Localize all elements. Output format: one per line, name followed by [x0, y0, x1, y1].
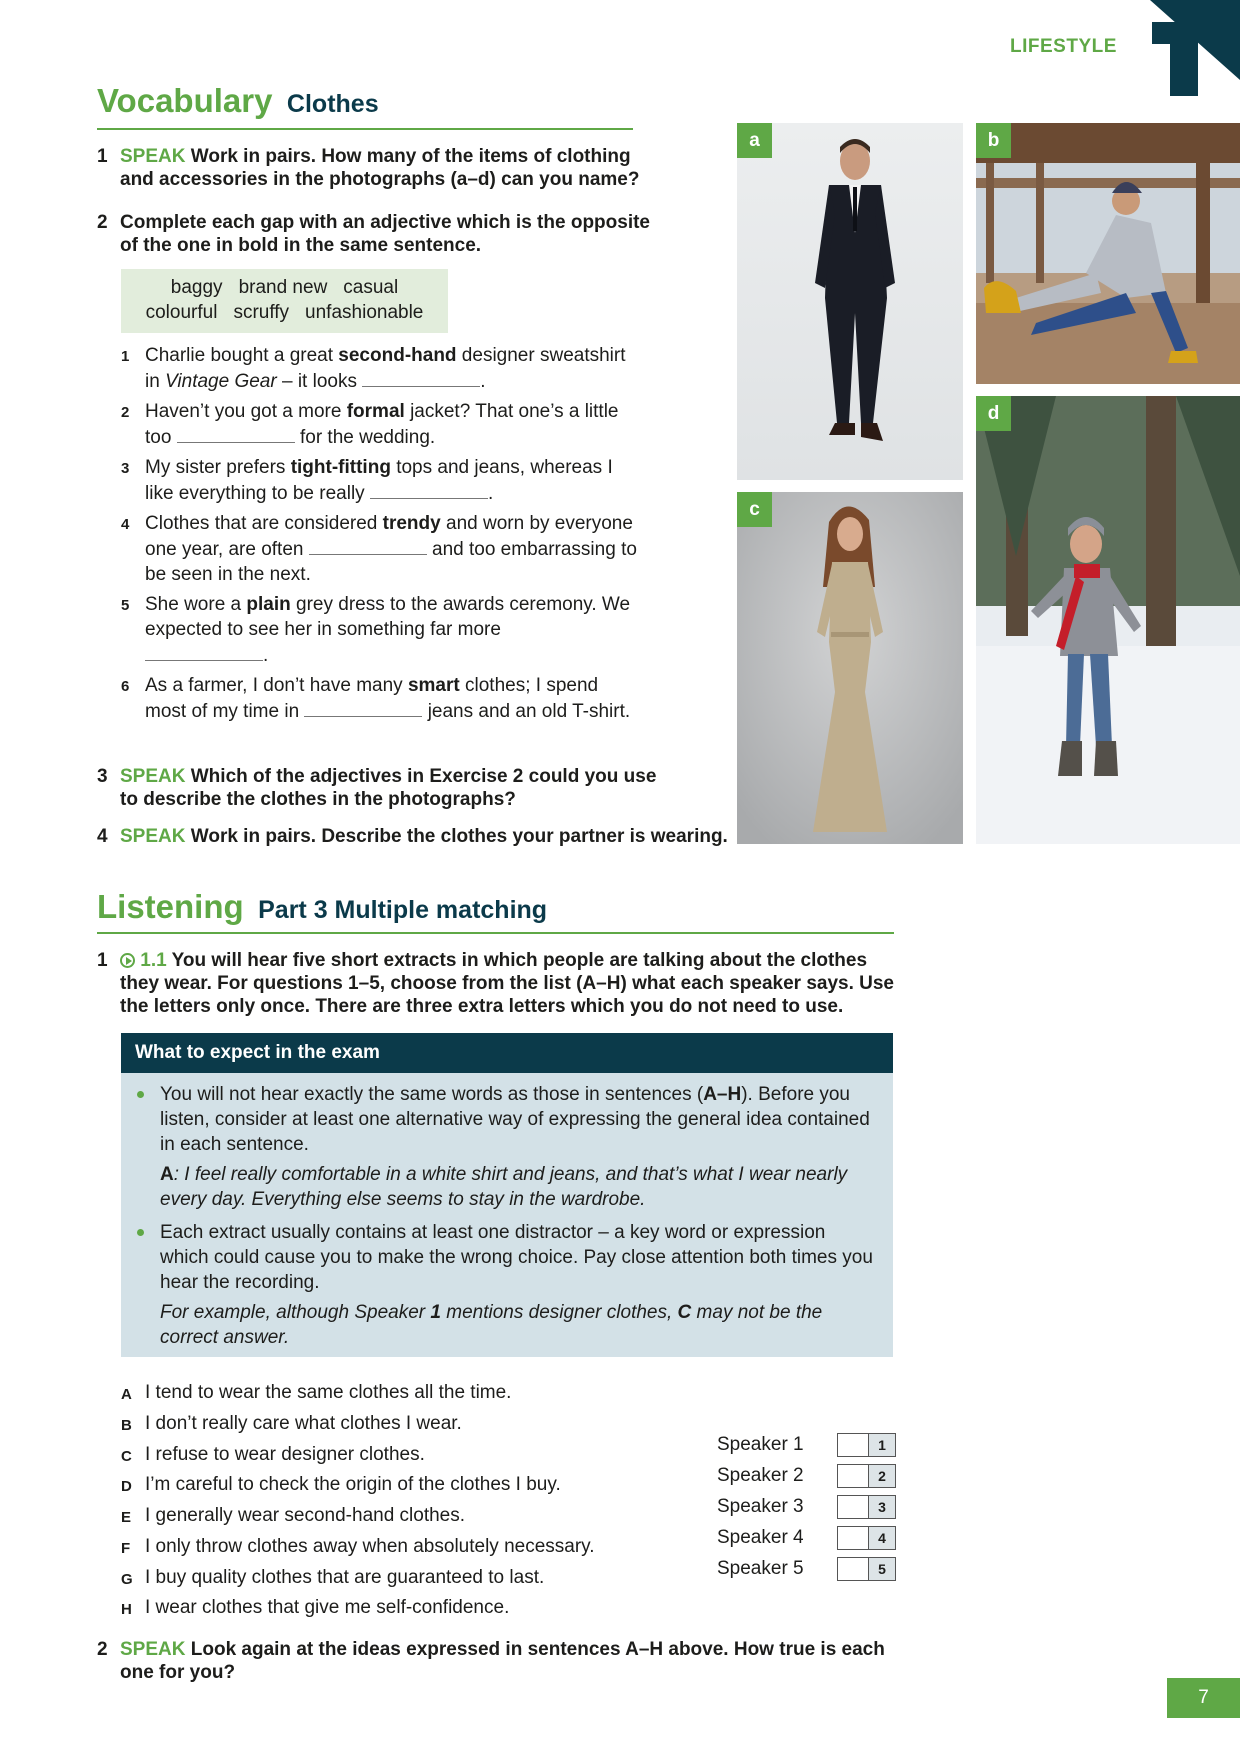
exam-tip-1 [137, 1082, 877, 1212]
item-number: 1 [121, 348, 130, 365]
gap-fill-item [121, 511, 641, 587]
item-text: My sister prefers [145, 457, 291, 478]
exercise-2 [97, 211, 657, 257]
section-subtitle: Clothes [286, 90, 379, 118]
option-letter: F [121, 1540, 131, 1557]
option-letter: B [121, 1417, 132, 1434]
listening-exercise-2 [97, 1638, 897, 1684]
question-number: 5 [868, 1558, 895, 1580]
question-number: 3 [868, 1496, 895, 1518]
exercise-1 [97, 145, 657, 191]
item-text: designer sweatshirt in [145, 345, 626, 392]
item-text: As a farmer, I don’t have many [145, 675, 408, 696]
photo-label: b [976, 123, 1011, 158]
option-item [121, 1565, 681, 1590]
option-letter: G [121, 1571, 133, 1588]
gap-fill-item [121, 592, 641, 668]
speak-label: SPEAK [120, 826, 186, 847]
item-text: She wore a [145, 594, 247, 615]
unit-number-graphic [1150, 0, 1240, 96]
exercise-4 [97, 825, 737, 848]
exercise-number: 4 [97, 826, 108, 847]
exercise-text: Complete each gap with an adjective which is the opposite of the one in bold in the same sentence. [120, 212, 650, 256]
photo-label: a [737, 123, 772, 158]
word-box [121, 269, 448, 333]
man-stretching-image [976, 123, 1240, 384]
bullet-icon [137, 1229, 144, 1236]
item-number: 2 [121, 404, 130, 421]
option-text: I wear clothes that give me self-confidence. [145, 1597, 510, 1618]
item-text: clothes; I spend most of my time in [145, 675, 599, 722]
gap-fill-item [121, 343, 641, 394]
exercise-number: 2 [97, 212, 108, 233]
photo-c-woman-in-gown [737, 492, 963, 844]
speaker-answer-box[interactable] [837, 1495, 896, 1519]
answer-gap[interactable] [362, 368, 480, 387]
audio-play-icon[interactable] [120, 953, 135, 968]
word: colourful [145, 302, 218, 323]
exercise-text: Work in pairs. How many of the items of clothing and accessories in the photographs (a–d) can you name? [120, 146, 640, 190]
item-bold-word: tight-fitting [290, 457, 391, 478]
tip-text: Each extract usually contains at least one distractor – a key word or expression which could cause you to make the wrong choice. Pay close attention both times you hear the recording. [160, 1222, 873, 1293]
item-bold-word: formal [346, 401, 405, 422]
question-number: 2 [868, 1465, 895, 1487]
speak-label: SPEAK [120, 766, 186, 787]
word: scruffy [233, 302, 290, 323]
item-number: 5 [121, 597, 130, 614]
exercise-text: You will hear five short extracts in which people are talking about the clothes they wear. For questions 1–5, choose from the list (A–H) what each speaker says. Use the letters only once. There are three extra letters which you do not need to use. [120, 950, 894, 1017]
speaker-label: Speaker 2 [717, 1465, 804, 1486]
exercise-text: Look again at the ideas expressed in sentences A–H above. How true is each one for you? [120, 1639, 885, 1683]
tip-bold: A–H [703, 1084, 742, 1105]
speaker-label: Speaker 3 [717, 1496, 804, 1517]
photo-a-man-in-suit [737, 123, 963, 480]
question-number: 4 [868, 1527, 895, 1549]
word: brand new [238, 277, 328, 298]
answer-gap[interactable] [304, 698, 422, 717]
photo-label: c [737, 492, 772, 527]
gap-fill-item [121, 673, 641, 724]
option-text: I refuse to wear designer clothes. [145, 1444, 425, 1465]
answer-gap[interactable] [370, 480, 488, 499]
section-rule [97, 128, 633, 130]
example-text: mentions designer clothes, [440, 1302, 678, 1323]
speaker-answer-box[interactable] [837, 1526, 896, 1550]
option-text: I don’t really care what clothes I wear. [145, 1413, 462, 1434]
photo-d-woman-in-snow [976, 396, 1240, 844]
section-subtitle: Part 3 Multiple matching [258, 896, 548, 924]
item-bold-word: plain [246, 594, 291, 615]
option-letter: D [121, 1478, 132, 1495]
item-bold-word: smart [407, 675, 460, 696]
item-number: 4 [121, 516, 130, 533]
listening-exercise-1 [97, 949, 897, 1018]
item-text: – it looks [276, 371, 363, 392]
woman-in-gown-image [737, 492, 963, 844]
item-text: jeans and an old T-shirt. [422, 701, 631, 722]
speaker-answer-box[interactable] [837, 1433, 896, 1457]
example-text: : I feel really comfortable in a white shirt and jeans, and that’s what I wear nearly every day. Everything else seems to stay in the wardrobe. [160, 1164, 848, 1210]
item-text: grey dress to the awards ceremony. We expected to see her in something far more [145, 594, 631, 640]
exercise-text: Which of the adjectives in Exercise 2 could you use to describe the clothes in the photographs? [120, 766, 657, 810]
speak-label: SPEAK [120, 146, 186, 167]
item-italic: Vintage Gear [165, 371, 277, 392]
option-item [121, 1503, 681, 1528]
word: baggy [170, 277, 223, 298]
vocabulary-heading [97, 82, 379, 120]
item-text: Clothes that are considered [145, 513, 383, 534]
speak-label: SPEAK [120, 1639, 186, 1660]
speaker-label: Speaker 4 [717, 1527, 804, 1548]
option-item [121, 1442, 681, 1467]
example-bold: C [677, 1302, 692, 1323]
bullet-icon [137, 1091, 144, 1098]
exercise-number: 1 [97, 146, 108, 167]
answer-gap[interactable] [145, 642, 263, 661]
listening-heading [97, 888, 547, 926]
option-text: I generally wear second-hand clothes. [145, 1505, 466, 1526]
section-title: Listening [97, 888, 244, 925]
gap-fill-item [121, 399, 641, 450]
option-letter: E [121, 1509, 132, 1526]
option-letter: H [121, 1601, 132, 1618]
example-bold: 1 [430, 1302, 441, 1323]
option-item [121, 1595, 681, 1620]
item-number: 6 [121, 678, 130, 695]
option-text: I buy quality clothes that are guaranteed to last. [145, 1567, 545, 1588]
option-letter: C [121, 1448, 132, 1465]
exercise-3 [97, 765, 657, 811]
exam-tip-2 [137, 1220, 877, 1350]
item-text: for the wedding. [294, 427, 436, 448]
speaker-answer-box[interactable] [837, 1557, 896, 1581]
option-text: I only throw clothes away when absolutely necessary. [145, 1536, 595, 1557]
audio-track-number: 1.1 [140, 950, 167, 971]
exercise-number: 1 [97, 950, 108, 971]
item-text: and too embarrassing to be seen in the next. [145, 539, 637, 585]
example-label: A [160, 1164, 174, 1185]
option-text: I tend to wear the same clothes all the time. [145, 1382, 512, 1403]
exercise-number: 3 [97, 766, 108, 787]
item-text: . [480, 371, 486, 392]
word: casual [343, 277, 399, 298]
tip-text: You will not hear exactly the same words as those in sentences ( [160, 1084, 704, 1105]
option-item [121, 1411, 681, 1436]
item-text: . [263, 645, 269, 666]
photo-b-man-stretching [976, 123, 1240, 384]
answer-gap[interactable] [309, 536, 427, 555]
exercise-number: 2 [97, 1639, 108, 1660]
man-in-suit-image [737, 123, 963, 480]
item-text: tops and jeans, whereas I like everything to be really [145, 457, 613, 504]
question-number: 1 [868, 1434, 895, 1456]
word: unfashionable [305, 302, 424, 323]
option-item [121, 1472, 681, 1497]
section-rule [97, 932, 894, 934]
item-text: and worn by everyone one year, are often [145, 513, 633, 560]
speaker-label: Speaker 1 [717, 1434, 804, 1455]
item-text: jacket? That one’s a little too [145, 401, 619, 448]
option-item [121, 1380, 681, 1405]
option-letter: A [121, 1386, 132, 1403]
item-text: Charlie bought a great [145, 345, 339, 366]
exercise-text: Work in pairs. Describe the clothes your partner is wearing. [190, 826, 728, 847]
option-item [121, 1534, 681, 1559]
item-bold-word: trendy [382, 513, 441, 534]
exam-box-title: What to expect in the exam [121, 1033, 893, 1073]
item-text: . [487, 483, 494, 504]
example-text: may not be the correct answer. [160, 1302, 823, 1348]
answer-gap[interactable] [177, 424, 295, 443]
tip-text: ). Before you listen, consider at least one alternative way of expressing the general idea contained in each sentence. [160, 1084, 870, 1155]
woman-in-snow-image [976, 396, 1240, 844]
speaker-label: Speaker 5 [717, 1558, 804, 1579]
page-number: 7 [1167, 1678, 1240, 1718]
speaker-answer-box[interactable] [837, 1464, 896, 1488]
option-text: I’m careful to check the origin of the clothes I buy. [145, 1474, 561, 1495]
example-text: For example, although Speaker [160, 1302, 431, 1323]
item-number: 3 [121, 460, 130, 477]
photo-label: d [976, 396, 1011, 431]
unit-label: LIFESTYLE [1010, 36, 1117, 57]
item-text: Haven’t you got a more [145, 401, 347, 422]
gap-fill-item [121, 455, 641, 506]
section-title: Vocabulary [97, 82, 273, 119]
item-bold-word: second-hand [338, 345, 457, 366]
